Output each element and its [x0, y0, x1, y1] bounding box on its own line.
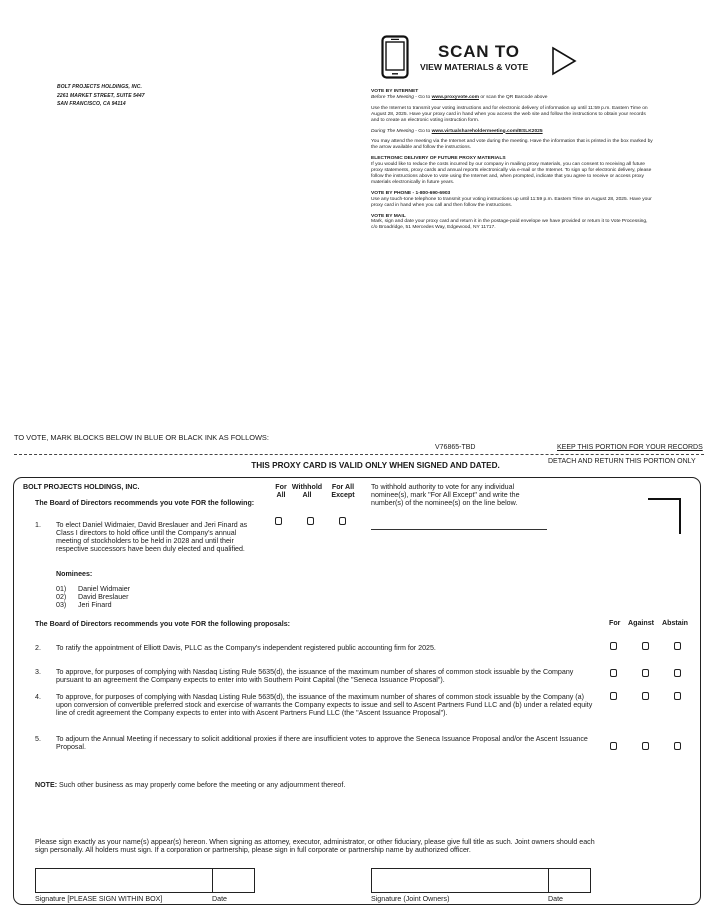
date-divider — [548, 869, 549, 892]
note-text: Such other business as may properly come before the meeting or any adjournment thereof. — [57, 781, 346, 789]
note — [35, 781, 345, 789]
col-except-line2: Except — [331, 491, 355, 499]
checkbox-against[interactable] — [642, 669, 649, 677]
proposal-number: 2. — [35, 644, 41, 652]
proposal-number: 3. — [35, 668, 41, 676]
checkbox-against[interactable] — [642, 692, 649, 700]
col-for: For — [609, 619, 621, 627]
checkbox-for-all[interactable] — [275, 517, 282, 525]
before-meeting-post: or scan the QR Barcode above — [479, 94, 548, 100]
proposal-number: 4. — [35, 693, 41, 701]
mailing-address — [57, 83, 145, 109]
col-abstain: Abstain — [662, 619, 689, 627]
nominee-row — [56, 585, 130, 593]
vote-phone-heading: VOTE BY PHONE - 1-800-690-6903 — [371, 190, 451, 196]
nominee-number: 02) — [56, 593, 67, 601]
proposal-text: To approve, for purposes of complying with Nasdaq Listing Rule 5635(d), the issuance of the maximum number of shares of common stock issuable by the Company (a) upon conversion of convertible preferred stock and exercise of warrants the Company expects to issue and sell to Ascent Partners Fund LLC and (b) under a related equity line of credit agreement the Company expects to enter into with Ascent Partners Fund LLC (the "Ascent Issuance Proposal"). — [56, 693, 593, 717]
before-meeting-pre: - Go to — [413, 94, 432, 100]
col-against: Against — [628, 619, 655, 627]
date-label: Date — [212, 895, 227, 903]
note-label: NOTE: — [35, 781, 58, 789]
scan-title: SCAN TO — [438, 42, 520, 61]
proposal-number: 5. — [35, 735, 41, 743]
proposal-text: To approve, for purposes of complying with Nasdaq Listing Rule 5635(d), the issuance of the maximum number of shares of common stock issuable by the Company pursuant to an agreement the Company expects to enter into with Southern Point Capital (the "Seneca Issuance Proposal"). — [56, 668, 574, 684]
signature-label: Signature [PLEASE SIGN WITHIN BOX] — [35, 895, 163, 903]
vote-internet-heading: VOTE BY INTERNET — [371, 89, 419, 94]
signature-box[interactable] — [35, 868, 255, 893]
mark-instruction: TO VOTE, MARK BLOCKS BELOW IN BLUE OR BLACK INK AS FOLLOWS: — [14, 433, 269, 442]
col-withhold-all — [289, 483, 325, 499]
card-company-name: BOLT PROJECTS HOLDINGS, INC. — [23, 483, 140, 491]
item1-text: To elect Daniel Widmaier, David Breslauer and Jeri Finard as Class I directors to hold office until the Company's annual meeting of stockholders to be held in 2028 and until their respective successors have been duly elected and qualified. — [56, 521, 248, 553]
checkbox-against[interactable] — [642, 742, 649, 750]
checkbox-for[interactable] — [610, 692, 617, 700]
nominee-row — [56, 601, 130, 609]
nominee-number-line[interactable] — [371, 529, 547, 530]
checkbox-withhold-all[interactable] — [307, 517, 314, 525]
vote-mail-body: Mark, sign and date your proxy card and return it in the postage-paid envelope we have provided or return it to Vote Processing, c/o Broadridge, 51 Mercedes Way, Edgewood, NY 11717. — [371, 219, 648, 231]
electronic-delivery-body: If you would like to reduce the costs incurred by our company in mailing proxy materials, you can consent to receiving all future proxy statements, proxy cards and annual reports electronically via e-mail or the Internet. To sign up for electronic delivery, please follow the instructions above to vote using the Internet and, when prompted, indicate that you agree to receive or access proxy materials electronically in future years. — [371, 162, 652, 185]
address-line-1: BOLT PROJECTS HOLDINGS, INC. — [57, 84, 142, 90]
date-divider — [212, 869, 213, 892]
col-withhold-line2: All — [302, 491, 312, 499]
vote-phone-body: Use any touch-tone telephone to transmit your voting instructions up until 11:59 p.m. Eastern Time on August 28, 2025. Have your proxy card in hand when you call and then follow the instructions. — [371, 196, 652, 208]
control-code: V76865-TBD — [435, 444, 476, 451]
during-body: You may attend the meeting via the Internet and vote during the meeting. Have the information that is printed in the box marked by the arrow available and follow the instructions. — [371, 139, 653, 151]
checkbox-for[interactable] — [610, 669, 617, 677]
checkbox-abstain[interactable] — [674, 642, 681, 650]
nominee-name: Daniel Widmaier — [78, 585, 131, 593]
joint-date-label: Date — [548, 895, 563, 903]
col-withhold-line1: Withhold — [291, 483, 323, 491]
checkbox-abstain[interactable] — [674, 692, 681, 700]
during-meeting-label: During The Meeting — [371, 128, 414, 134]
proxyvote-link[interactable]: www.proxyvote.com — [431, 94, 480, 100]
nominees-label: Nominees: — [56, 570, 93, 578]
internet-body: Use the Internet to transmit your voting instructions and for electronic delivery of information up until 11:59 p.m. Eastern Time on August 28, 2025. Have your proxy card in hand when you access the web site and follow the instructions to obtain your records and to create an electronic voting instruction form. — [371, 105, 648, 123]
play-arrow-icon — [551, 46, 577, 76]
board-rec-directors: The Board of Directors recommends you vote FOR the following: — [35, 499, 255, 507]
nominee-row — [56, 593, 130, 601]
board-rec-proposals: The Board of Directors recommends you vote FOR the following proposals: — [35, 620, 291, 628]
voting-instructions — [371, 89, 653, 236]
before-meeting-line — [371, 95, 653, 101]
nominee-name: Jeri Finard — [78, 601, 112, 609]
col-except-line1: For All — [331, 483, 355, 491]
address-line-2: 2261 MARKET STREET, SUITE 5447 — [57, 92, 145, 99]
joint-signature-box[interactable] — [371, 868, 591, 893]
withhold-instruction: To withhold authority to vote for any individual nominee(s), mark "For All Except" and write the number(s) of the nominee(s) on the line below. — [371, 483, 520, 507]
smartphone-icon — [381, 35, 409, 79]
joint-signature-label: Signature (Joint Owners) — [371, 895, 450, 903]
detach-portion-label: DETACH AND RETURN THIS PORTION ONLY — [548, 458, 696, 465]
virtual-meeting-link[interactable]: www.virtualshareholdermeeting.com/BSLK2025 — [431, 128, 543, 134]
item1-number: 1. — [35, 521, 41, 529]
nominee-name: David Breslauer — [78, 593, 129, 601]
checkbox-for[interactable] — [610, 742, 617, 750]
checkbox-for-all-except[interactable] — [339, 517, 346, 525]
electronic-delivery-heading: ELECTRONIC DELIVERY OF FUTURE PROXY MATERIALS — [371, 156, 506, 162]
keep-portion-label: KEEP THIS PORTION FOR YOUR RECORDS — [557, 444, 703, 451]
vote-mail-heading: VOTE BY MAIL — [371, 213, 406, 219]
proposal-text: To adjourn the Annual Meeting if necessary to solicit additional proxies if there are insufficient votes to approve the Seneca Issuance Proposal and/or the Ascent Issuance Proposal. — [56, 735, 588, 751]
proposal-text: To ratify the appointment of Elliott Davis, PLLC as the Company's independent registered public accounting firm for 2025. — [56, 644, 436, 652]
nominee-number: 03) — [56, 601, 67, 609]
checkbox-abstain[interactable] — [674, 669, 681, 677]
address-line-3: SAN FRANCISCO, CA 94114 — [57, 101, 126, 107]
nominee-list — [56, 585, 130, 609]
corner-mark — [648, 498, 681, 534]
checkbox-for[interactable] — [610, 642, 617, 650]
col-for-all-line2: All — [276, 491, 286, 499]
valid-notice-text: THIS PROXY CARD IS VALID ONLY WHEN SIGNED AND DATED. — [251, 461, 500, 470]
during-meeting-pre: - Go to — [413, 128, 432, 134]
col-for-all-except — [329, 483, 357, 499]
nominee-number: 01) — [56, 585, 67, 593]
col-for-all-line1: For — [275, 483, 287, 491]
sign-instruction: Please sign exactly as your name(s) appear(s) hereon. When signing as attorney, executor, administrator, or other fiduciary, please give full title as such. Joint owners should each sign personally. All holders must sign. If a corporation or partnership, please sign in full corporate or partnership name by authorized officer. — [35, 838, 595, 854]
before-meeting-label: Before The Meeting — [371, 94, 414, 100]
checkbox-abstain[interactable] — [674, 742, 681, 750]
checkbox-against[interactable] — [642, 642, 649, 650]
during-meeting-line — [371, 129, 653, 135]
dashed-divider — [14, 454, 704, 455]
scan-subtitle: VIEW MATERIALS & VOTE — [420, 62, 529, 72]
col-for-all — [274, 483, 288, 499]
